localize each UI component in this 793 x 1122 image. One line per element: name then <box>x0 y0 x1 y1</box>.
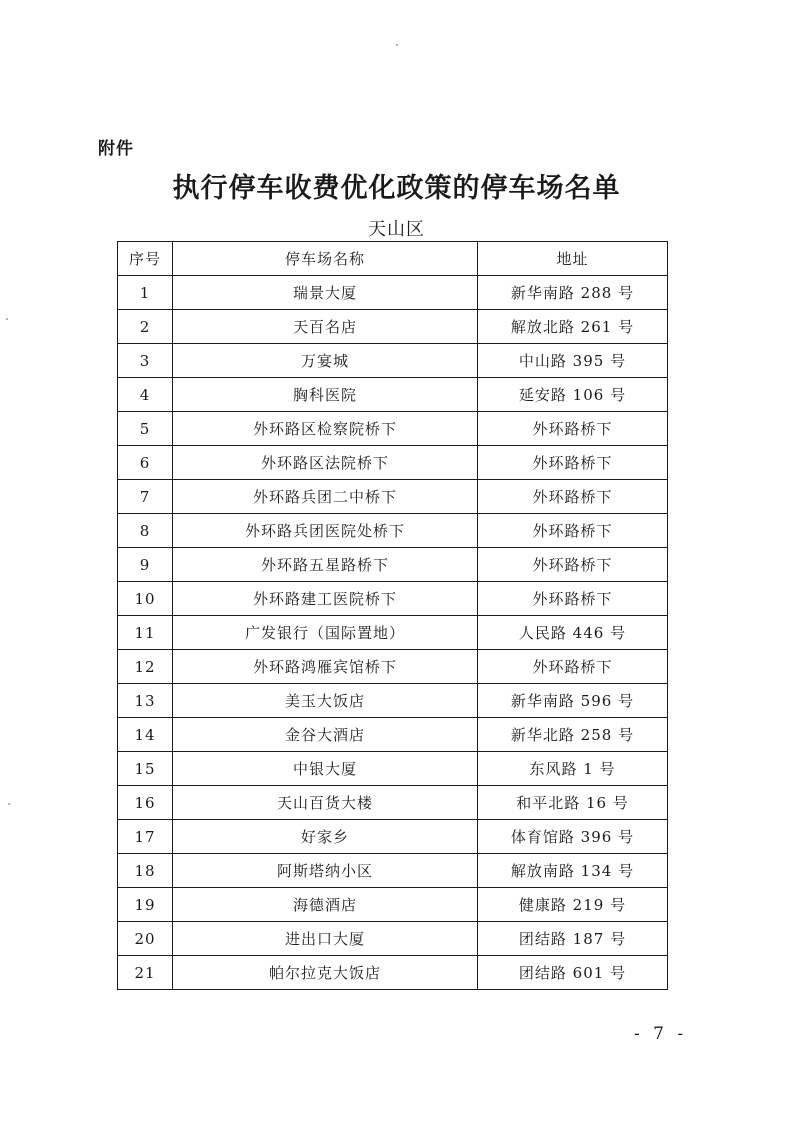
cell-address: 解放北路 261 号 <box>478 310 668 344</box>
cell-no: 17 <box>118 820 173 854</box>
cell-name: 好家乡 <box>173 820 478 854</box>
cell-name: 外环路区检察院桥下 <box>173 412 478 446</box>
cell-no: 2 <box>118 310 173 344</box>
cell-name: 胸科医院 <box>173 378 478 412</box>
cell-name: 外环路鸿雁宾馆桥下 <box>173 650 478 684</box>
cell-name: 进出口大厦 <box>173 922 478 956</box>
table-row <box>118 616 668 650</box>
cell-name: 广发银行（国际置地） <box>173 616 478 650</box>
table-row <box>118 786 668 820</box>
cell-name: 瑞景大厦 <box>173 276 478 310</box>
attachment-label: 附件 <box>98 139 134 159</box>
cell-name: 外环路建工医院桥下 <box>173 582 478 616</box>
cell-no: 10 <box>118 582 173 616</box>
cell-name: 海德酒店 <box>173 888 478 922</box>
cell-name: 外环路兵团二中桥下 <box>173 480 478 514</box>
table-row <box>118 480 668 514</box>
table-row <box>118 650 668 684</box>
cell-no: 9 <box>118 548 173 582</box>
cell-name: 天百名店 <box>173 310 478 344</box>
cell-no: 6 <box>118 446 173 480</box>
cell-address: 团结路 187 号 <box>478 922 668 956</box>
table-row <box>118 684 668 718</box>
cell-no: 18 <box>118 854 173 888</box>
table-row <box>118 922 668 956</box>
cell-name: 阿斯塔纳小区 <box>173 854 478 888</box>
cell-no: 5 <box>118 412 173 446</box>
cell-no: 21 <box>118 956 173 990</box>
table-row <box>118 310 668 344</box>
cell-no: 8 <box>118 514 173 548</box>
cell-address: 团结路 601 号 <box>478 956 668 990</box>
table-row <box>118 854 668 888</box>
header-address: 地址 <box>478 242 668 276</box>
cell-name: 金谷大酒店 <box>173 718 478 752</box>
page-number: - 7 - <box>634 1024 688 1044</box>
table-header-row <box>118 242 668 276</box>
cell-address: 外环路桥下 <box>478 650 668 684</box>
cell-address: 中山路 395 号 <box>478 344 668 378</box>
cell-no: 14 <box>118 718 173 752</box>
cell-address: 体育馆路 396 号 <box>478 820 668 854</box>
table-row <box>118 888 668 922</box>
table-row <box>118 752 668 786</box>
cell-no: 15 <box>118 752 173 786</box>
cell-no: 16 <box>118 786 173 820</box>
cell-no: 20 <box>118 922 173 956</box>
parking-lot-table <box>117 241 668 990</box>
cell-name: 外环路区法院桥下 <box>173 446 478 480</box>
cell-no: 13 <box>118 684 173 718</box>
district-heading: 天山区 <box>368 219 425 240</box>
cell-no: 11 <box>118 616 173 650</box>
table-row <box>118 378 668 412</box>
cell-address: 外环路桥下 <box>478 446 668 480</box>
header-no: 序号 <box>118 242 173 276</box>
table-row <box>118 956 668 990</box>
cell-no: 4 <box>118 378 173 412</box>
cell-address: 新华北路 258 号 <box>478 718 668 752</box>
cell-address: 外环路桥下 <box>478 514 668 548</box>
table-row <box>118 718 668 752</box>
cell-address: 健康路 219 号 <box>478 888 668 922</box>
cell-no: 12 <box>118 650 173 684</box>
cell-name: 美玉大饭店 <box>173 684 478 718</box>
table-row <box>118 276 668 310</box>
cell-name: 万宴城 <box>173 344 478 378</box>
cell-address: 外环路桥下 <box>478 548 668 582</box>
cell-name: 外环路五星路桥下 <box>173 548 478 582</box>
cell-address: 外环路桥下 <box>478 480 668 514</box>
cell-address: 和平北路 16 号 <box>478 786 668 820</box>
table-row <box>118 446 668 480</box>
scan-speck <box>6 318 8 320</box>
cell-address: 新华南路 288 号 <box>478 276 668 310</box>
cell-address: 东风路 1 号 <box>478 752 668 786</box>
cell-name: 外环路兵团医院处桥下 <box>173 514 478 548</box>
page-title: 执行停车收费优化政策的停车场名单 <box>172 173 621 204</box>
table-row <box>118 412 668 446</box>
table-body <box>118 276 668 990</box>
cell-address: 外环路桥下 <box>478 582 668 616</box>
cell-address: 解放南路 134 号 <box>478 854 668 888</box>
cell-no: 19 <box>118 888 173 922</box>
header-name: 停车场名称 <box>173 242 478 276</box>
cell-address: 外环路桥下 <box>478 412 668 446</box>
cell-address: 人民路 446 号 <box>478 616 668 650</box>
table-row <box>118 344 668 378</box>
cell-name: 中银大厦 <box>173 752 478 786</box>
cell-address: 延安路 106 号 <box>478 378 668 412</box>
table-row <box>118 514 668 548</box>
cell-no: 1 <box>118 276 173 310</box>
cell-address: 新华南路 596 号 <box>478 684 668 718</box>
table-row <box>118 548 668 582</box>
table-row <box>118 582 668 616</box>
cell-no: 7 <box>118 480 173 514</box>
scan-speck <box>396 44 398 46</box>
cell-no: 3 <box>118 344 173 378</box>
cell-name: 帕尔拉克大饭店 <box>173 956 478 990</box>
scan-speck <box>8 803 10 805</box>
cell-name: 天山百货大楼 <box>173 786 478 820</box>
table-row <box>118 820 668 854</box>
